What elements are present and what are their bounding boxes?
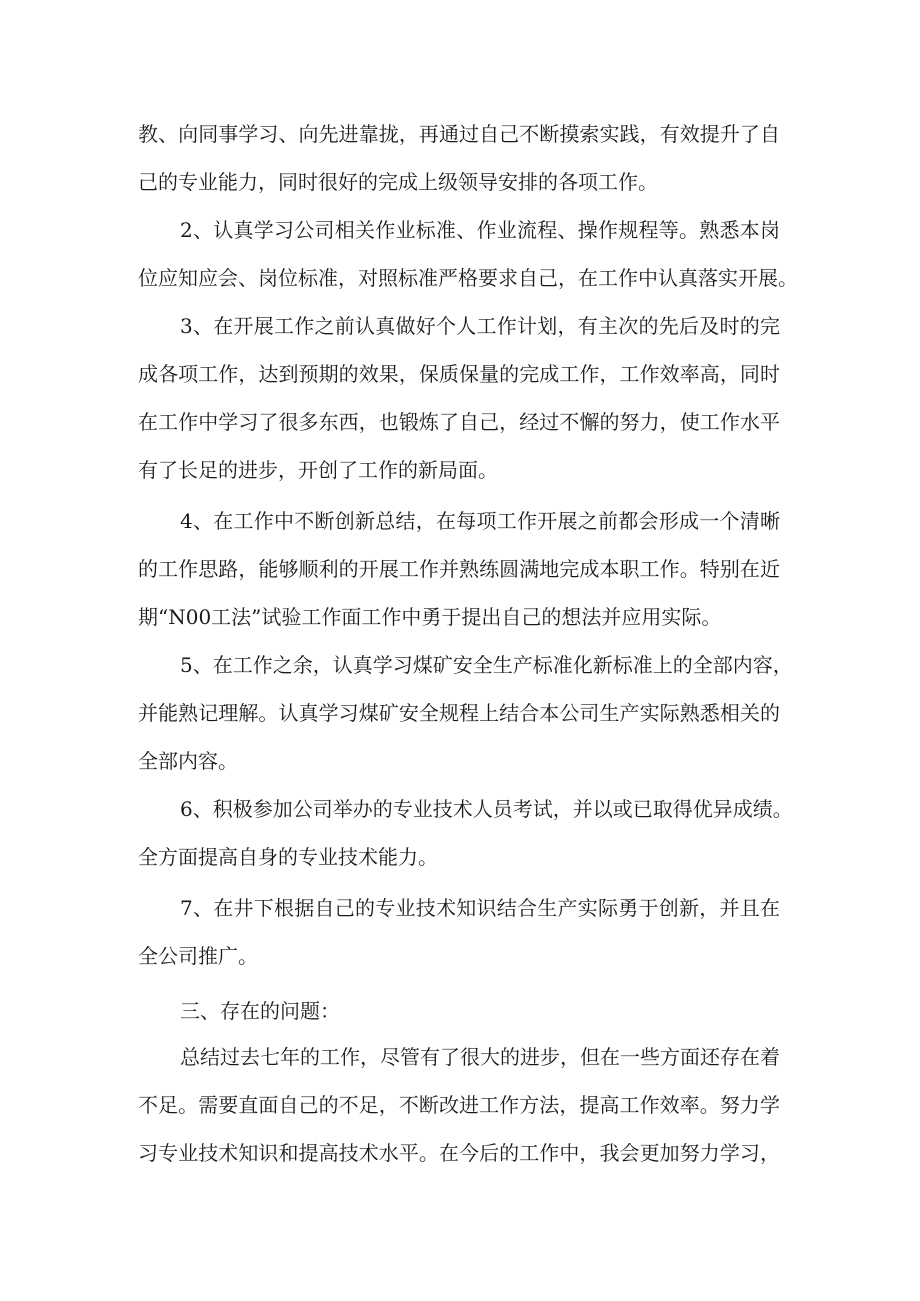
text-line: 3、在开展工作之前认真做好个人工作计划，有主次的先后及时的完: [180, 314, 780, 338]
text-line: 不足。需要直面自己的不足，不断改进工作方法，提高工作效率。努力学: [138, 1093, 780, 1117]
text-line: 6、积极参加公司举办的专业技术人员考试，并以或已取得优异成绩。: [180, 797, 793, 821]
text-line: 全方面提高自身的专业技术能力。: [138, 845, 438, 869]
text-line: 己的专业能力，同时很好的完成上级领导安排的各项工作。: [138, 170, 658, 194]
text-line: 成各项工作，达到预期的效果，保质保量的完成工作，工作效率高，同时: [138, 362, 780, 386]
text-line: 有了长足的进步，开创了工作的新局面。: [138, 458, 498, 482]
text-line: 5、在工作之余，认真学习煤矿安全生产标准化新标准上的全部内容，: [180, 653, 793, 677]
section-heading: 三、存在的问题：: [180, 999, 340, 1023]
text-line: 4、在工作中不断创新总结，在每项工作开展之前都会形成一个清晰: [180, 509, 780, 533]
text-line: 总结过去七年的工作，尽管有了很大的进步，但在一些方面还存在着: [180, 1045, 780, 1069]
text-line: 全部内容。: [138, 749, 238, 773]
text-line: 2、认真学习公司相关作业标准、作业流程、操作规程等。熟悉本岗: [180, 218, 780, 242]
text-line: 的工作思路，能够顺利的开展工作并熟练圆满地完成本职工作。特别在近: [138, 557, 780, 581]
text-line: 7、在井下根据自己的专业技术知识结合生产实际勇于创新，并且在: [180, 896, 780, 920]
text-line: 全公司推广。: [138, 944, 258, 968]
text-line: 习专业技术知识和提高技术水平。在今后的工作中，我会更加努力学习，: [138, 1141, 780, 1165]
text-line: 教、向同事学习、向先进靠拢，再通过自己不断摸索实践，有效提升了自: [138, 122, 780, 146]
text-line: 并能熟记理解。认真学习煤矿安全规程上结合本公司生产实际熟悉相关的: [138, 701, 780, 725]
text-line: 位应知应会、岗位标准，对照标准严格要求自己，在工作中认真落实开展。: [138, 266, 798, 290]
text-line: 在工作中学习了很多东西，也锻炼了自己，经过不懈的努力，使工作水平: [138, 410, 780, 434]
text-line: 期“N00工法”试验工作面工作中勇于提出自己的想法并应用实际。: [138, 605, 722, 629]
